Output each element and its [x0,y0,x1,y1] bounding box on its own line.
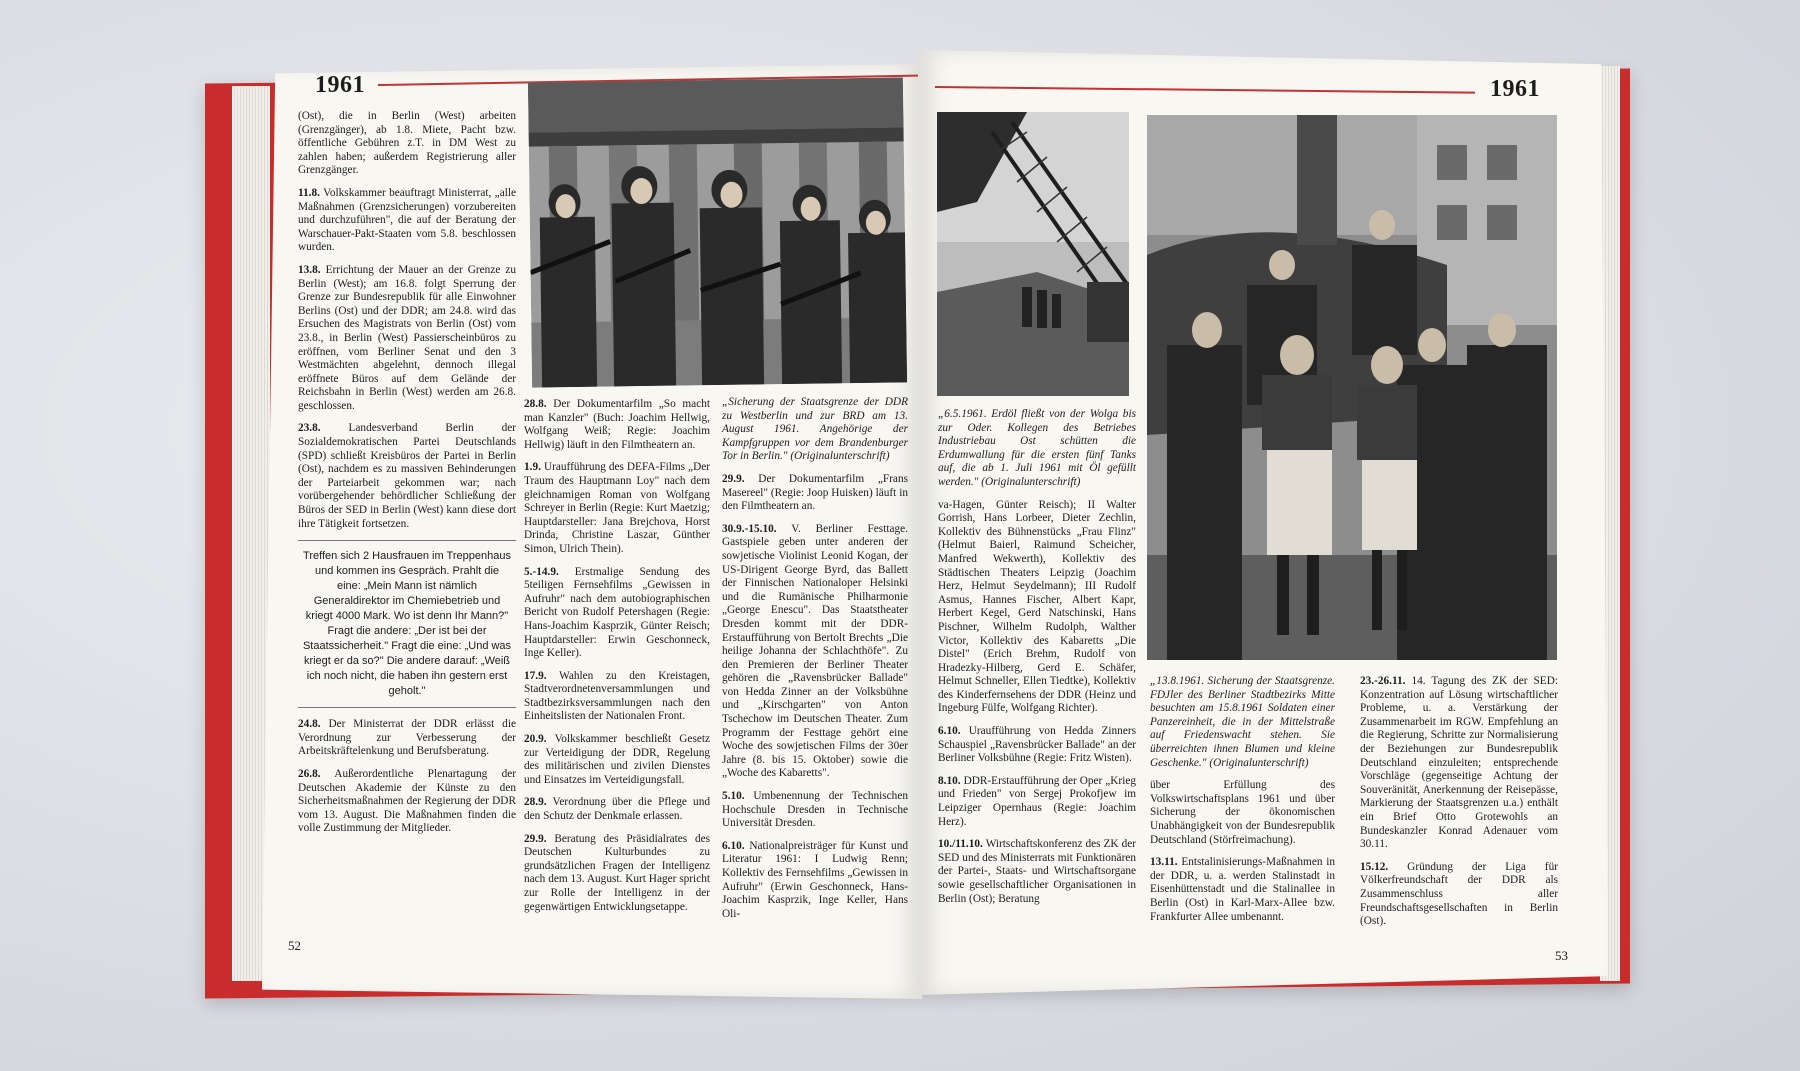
entry-text: Uraufführung von Hedda Zinners Schauspiel „Ravensbrücker Ballade" an der Berliner Volksbühne (Regie: Fritz Wisten). [938,725,1136,765]
continued-text: über Erfüllung des Volkswirtschaftsplans 1961 und über Sicherung der ökonomischen Unabhängigkeit von der Bundesrepublik Deutschland (Störfreimachung). [1150,779,1335,846]
entry-date: 29.9. [524,832,547,845]
entry-text: Umbenennung der Technischen Hochschule Dresden in Technische Universität Dresden. [722,790,908,830]
entry [524,566,710,661]
continued-text: va-Hagen, Günter Reisch); II Walter Gorrish, Hans Lorbeer, Dieter Zechlin, Kollektiv des Bühnenstücks „Frau Flinz" (Helmut Baierl, Raimund Scheicher, Manfred Wekwerth), Kollektiv des Städtischen Theaters Leipzig (Joachim Herz, Helmut Seydelmann); III Rudolf Asmus, Hannes Fischer, Albert Kapr, Herbert Kegel, Gerd Natschinski, Hans Pischner, Wilhelm Rudolph, Walther Victor, Kollektiv des Kabaretts „Die Distel" (Erich Brehm, Rudolf von Hradezky-Hilberg, Gerd E. Schäfer, Helmut Schneller, Ellen Tiedtke), Kollektiv des Kinderfernsehens der DDR (Heinz und Ingeburg Fülfe, Wolfgang Richter). [938,498,1136,715]
entry-text: DDR-Erstaufführung der Oper „Krieg und Frieden" von Sergej Prokofjew im Leipziger Opernhaus (Regie: Joachim Herz). [938,774,1136,828]
entry-date: 26.8. [298,768,321,780]
entry-date: 23.8. [298,422,321,435]
entry-date: 6.10. [722,839,745,852]
entry-date: 6.10. [938,725,961,738]
right-page-year: 1961 [1490,76,1540,102]
right-column-1 [938,408,1136,915]
entry-text: Außerordentliche Plenartagung der Deutschen Akademie der Künste zu den Sicherheitsmaßnahmen der Regierung der DDR vom 13. August. Die Maßnahmen finden die volle Zustimmung der Mitglieder. [298,768,517,835]
brandenburg-gate-militia-photo [528,77,907,387]
entry-date: 5.10. [722,790,745,803]
entry-text: Der Dokumentarfilm „So macht man Kanzler" (Buch: Joachim Hellwig, Wolfgang Weiß; Regie: Joachim Hellwig) läuft in den Filmtheatern an. [524,398,710,451]
entry-text: Erstmalige Sendung des 5teiligen Fernsehfilms „Gewissen in Aufruhr" nach dem autobiographischen Bericht von Rudolf Petershagen (Regie: Hans-Joachim Kasprzik, Günter Reisch; Hauptdarsteller: Erwin Geschonneck, Inge Keller). [524,565,710,660]
entry [938,725,1136,766]
entry [722,473,908,514]
entry-text: Errichtung der Mauer an der Grenze zu Berlin (West); am 16.8. folgt Sperrung der Grenze zur Bundesrepublik für alle Einwohner Berlins (Ost) und der DDR; am 24.8. wird das Ersuchen des Magistrats von Berlin (Ost) vom 23.8., in Berlin (West) Passierscheinbüros zu eröffnen, vom Berliner Senat und den 3 Westmächten abgelehnt, dennoch illegal eröffnete Büros auf dem Gelände der Reichsbahn in Berlin (West) werden am 26.8. geschlossen. [298,263,516,412]
entry-date: 20.9. [524,733,547,746]
entry [298,187,516,255]
entry-date: 10./11.10. [938,838,983,851]
left-page-number: 52 [288,938,301,953]
entry-date: 29.9. [722,472,745,485]
entry [938,775,1136,829]
entry [524,461,710,556]
entry-text: Volkskammer beauftragt Ministerrat, „alle Maßnahmen (Grenzsicherungen) vorzubereiten und durchzuführen", die auf der Beratung der Warschauer-Pakt-Staaten vom 5.8. beschlossen wurden. [298,186,516,254]
entry-date: 24.8. [298,718,321,731]
left-column-1 [298,110,516,845]
entry [722,790,908,831]
entry [298,422,516,531]
entry-date: 13.11. [1150,856,1178,869]
entry [1150,856,1335,924]
entry [524,670,710,724]
entry-text: Der Ministerrat der DDR erlässt die Verordnung zur Verbesserung der Arbeitskräftelenkung und Berufsberatung. [298,718,516,758]
entry-date: 13.8. [298,263,321,276]
entry [722,523,908,781]
entry-date: 17.9. [524,669,547,682]
entry-text: V. Berliner Festtage. Gastspiele geben unter anderen der sowjetische Violinist Leonid Kogan, der US-Dirigent George Byrd, das Ballett der Finnischen Nationaloper Helsinki und die Rumänische Philharmonie „George Enescu". Das Staatstheater Dresden kommt mit der DDR-Erstaufführung von Bertolt Brechts „Die heilige Johanna der Schlachthöfe". Zu den Premieren der Berliner Theater gehören die „Ravensbrücker Ballade" von Hedda Zinner an der Volksbühne und „Kirschgarten" von Anton Tschechow im Deutschen Theater. Zum Programm der Festtage gehört eine Woche des sowjetischen Films der 30er Jahre (8. bis 15. Oktober) sowie die „Woche des Kabaretts". [722,522,908,780]
right-page-number: 53 [1555,948,1568,963]
left-page-year: 1961 [315,72,365,98]
entry-text: Wirtschaftskonferenz des ZK der SED und des Ministerrats mit Funktionären der Partei-, Staats- und Wirtschaftsorgane sowie gesellschaftlicher Organisationen in Berlin (Ost); Beratung [938,838,1136,905]
photo-caption: „Sicherung der Staatsgrenze der DDR zu Westberlin und zur BRD am 13. August 1961. Angehörige der Kampfgruppen vor dem Brandenburger Tor in Berlin." (Originalunterschrift) [722,396,908,463]
entry [524,398,710,452]
entry-date: 11.8. [298,186,320,199]
right-column-3 [1360,675,1558,938]
entry-date: 23.-26.11. [1360,675,1406,687]
entry-date: 1.9. [524,461,541,474]
entry-text: Verordnung über die Pflege und den Schutz der Denkmale erlassen. [524,796,711,823]
entry-text: Wahlen zu den Kreistagen, Stadtverordnetenversammlungen und Stadtbezirksversammlungen nach den Einheitslisten der Nationalen Front. [524,669,710,723]
entry-text: Der Dokumentarfilm „Frans Masereel" (Regie: Joop Huisken) läuft in den Filmtheatern an. [722,472,908,513]
tank-soldiers-fdj-photo [1147,115,1557,660]
right-column-2 [1150,675,1335,933]
entry-date: 5.-14.9. [524,565,559,578]
entry-text: Landesverband Berlin der Sozialdemokratischen Partei Deutschlands (SPD) schließt Kreisbüros der Partei in Berlin (Ost), nachdem es zu massiven Behinderungen der Parteiarbeit gekommen war; nach vorübergehender behördlicher Schließung der Büros der SED in Berlin (West) kann diese dort ihre Tätigkeit fortsetzen. [298,422,516,530]
entry [524,733,710,787]
entry [1360,861,1558,929]
joke-box: Treffen sich 2 Hausfrauen im Treppenhaus und kommen ins Gespräch. Prahlt die eine: „Mein Mann ist nämlich Generaldirektor im Chemiebetrieb und kriegt 4000 Mark. Wo ist denn Ihr Mann?" Fragt die andere: „Der ist bei der Staatssicherheit." Fragt die eine: „Und was kriegt er da so?" Die andere darauf: „Weiß ich noch nicht, die haben ihn gestern erst geholt." [298,540,516,708]
left-column-2 [524,398,710,923]
entry-text: Uraufführung des DEFA-Films „Der Traum des Hauptmann Loy" nach dem gleichnamigen Roman von Wolfgang Schreyer in Berlin (Regie: Kurt Maetzig; Hauptdarsteller: Jana Brejchova, Horst Drinda, Christine Laszar, Günther Simon, Ulrich Thein). [524,461,710,555]
entry-text: Nationalpreisträger für Kunst und Literatur 1961: I Ludwig Renn; Kollektiv des Fernsehfilms „Gewissen in Aufruhr" (Erwin Geschonneck, Hans-Joachim Kasprzik, Inge Keller, Hans Oli- [722,839,909,920]
excavator-oil-pipeline-photo [937,112,1129,396]
entry-date: 28.8. [524,398,547,410]
entry-date: 30.9.-15.10. [722,522,777,535]
entry [524,833,710,915]
entry [298,718,516,759]
entry [938,838,1136,906]
entry-text: Entstalinisierungs-Maßnahmen in der DDR, u. a. werden Stalinstadt in Eisenhüttenstadt und die Stalinallee in Berlin (Ost) in Karl-Marx-Allee bzw. Frankfurter Allee umbenannt. [1150,856,1335,923]
photo-caption: „13.8.1961. Sicherung der Staatsgrenze. FDJler des Berliner Stadtbezirks Mitte besuchten am 15.8.1961 Soldaten einer Panzereinheit, die in der Mittelstraße auf Friedenswacht stehen. Sie überreichten ihnen Blumen und kleine Geschenke." (Originalunterschrift) [1150,675,1335,769]
entry-date: 15.12. [1360,860,1389,873]
entry [722,840,908,922]
entry [524,796,710,823]
intro-paragraph: (Ost), die in Berlin (West) arbeiten (Grenzgänger), ab 1.8. Miete, Pacht bzw. öffentliche Gebühren z.T. in DM West zu zahlen haben; außerdem Registrierung aller Grenzgänger. [298,110,516,177]
entry-text: Beratung des Präsidialrates des Deutschen Kulturbundes zu grundsätzlichen Fragen der Intelligenz nach dem 13. August. Kurt Hager spricht zur Rolle der Intelligenz in der gegenwärtigen Entwicklungsetappe. [524,832,711,913]
entry-date: 8.10. [938,774,961,787]
photo-caption: „6.5.1961. Erdöl fließt von der Wolga bis zur Oder. Kollegen des Betriebes Industriebau Ost schütten die Erdumwallung für die ersten fünf Tanks auf, die ab 1. Juli 1961 mit Öl gefüllt werden." (Originalunterschrift) [938,408,1136,488]
entry-text: Volkskammer beschließt Gesetz zur Verteidigung der DDR, Regelung des militärischen und zivilen Dienstes und Einsatzes im Verteidigungsfall. [524,733,711,786]
entry-date: 28.9. [524,796,547,809]
entry [298,768,516,836]
entry-text: Gründung der Liga für Völkerfreundschaft der DDR als Zusammenschluss aller Freundschaftsgesellschaften in Berlin (Ost). [1360,860,1558,928]
entry-text: 14. Tagung des ZK der SED: Konzentration auf Lösung wirtschaftlicher Probleme, u. a. Verstärkung der Zusammenarbeit im RGW. Empfehlung an die Regierung, Schritte zur Normalisierung der Beziehungen zur Bundesrepublik Deutschland einzuleiten; entsprechende Vorschläge (gegenseitige Achtung der Souveränität, Anerkennung der Reisepässe, Markierung der Staatsgrenzen u.a.) enthält ein Brief Otto Grotewohls an Bundeskanzler Konrad Adenauer vom 30.11. [1360,675,1559,851]
entry [298,264,516,414]
entry [1360,675,1558,852]
left-column-3 [722,396,908,930]
